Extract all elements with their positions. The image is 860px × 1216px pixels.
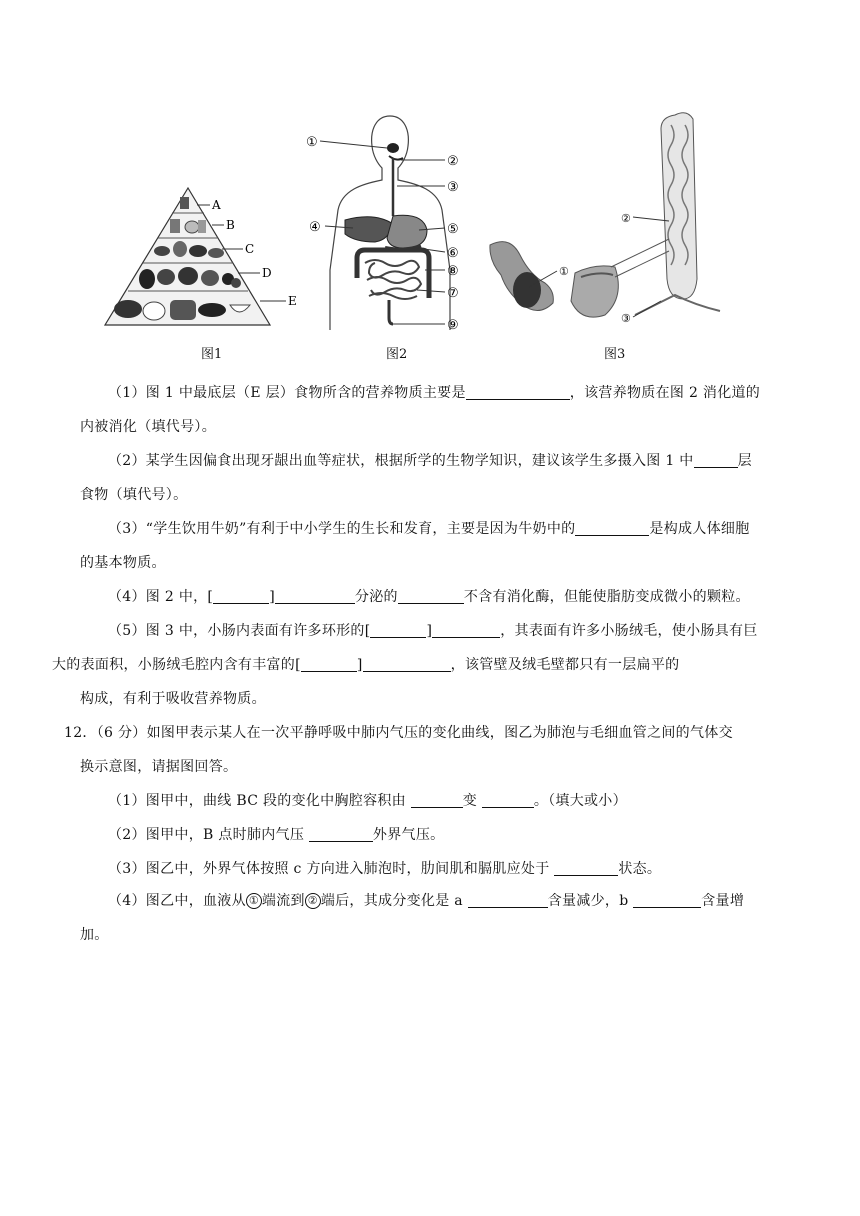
q12-part-3: [80, 852, 780, 886]
q11-p1-text-b: ，该营养物质在图 2 消化道的: [569, 385, 761, 401]
fig1-label-d: D: [262, 266, 272, 280]
q12-p4-text-e: 含量增: [701, 893, 745, 909]
fig3-label-2: ②: [621, 212, 631, 225]
q11-p5-blank-2[interactable]: [432, 621, 500, 638]
q12-p4-text-a: （4）图乙中，血液从: [108, 893, 246, 909]
q11-p1-blank-1[interactable]: [466, 383, 570, 400]
q11-p4-text-c: 分泌的: [354, 589, 398, 605]
figure-2-digestive-system: [305, 108, 475, 333]
fig1-caption: 图1: [201, 347, 223, 362]
q11-part-5: [52, 614, 780, 716]
fig3-caption: 图3: [604, 347, 626, 362]
q12-part-4: [80, 884, 780, 952]
q11-p5-text-a: （5）图 3 中，小肠内表面有许多环形的[: [108, 623, 371, 639]
q11-p4-text-a: （4）图 2 中，[: [108, 589, 214, 605]
fig3-label-1: ①: [559, 265, 569, 278]
q11-p4-blank-1[interactable]: [213, 587, 269, 604]
q11-p1-text-a: （1）图 1 中最底层（E 层）食物所含的营养物质主要是: [108, 385, 466, 401]
q11-p3-text-a: （3）“学生饮用牛奶”有利于中小学生的生长和发育，主要是因为牛奶中的: [108, 521, 576, 537]
q12-p4-text-b: 端流到: [261, 893, 305, 909]
q12-p3-blank-1[interactable]: [554, 859, 618, 876]
q12-p4-text-c: 端后，其成分变化是 a: [320, 893, 463, 909]
figure-row: [100, 105, 780, 345]
fig1-label-b: B: [226, 218, 235, 232]
q11-p1-text-c: 内被消化（填代号）。: [80, 419, 216, 435]
q12-p4-text-f: 加。: [80, 927, 109, 943]
q12-p1-text-b: 变: [462, 793, 478, 809]
q12-part-2: [80, 818, 780, 852]
q12-p1-blank-1[interactable]: [411, 791, 463, 808]
q12-intro-line-1: 12．（6 分）如图甲表示某人在一次平静呼吸中肺内气压的变化曲线，图乙为肺泡与毛细血管之间的气体交: [64, 725, 733, 741]
q11-p4-text-d: 不含有消化酶，但能使脂肪变成微小的颗粒。: [463, 589, 750, 605]
fig2-label-5: ⑤: [447, 222, 459, 237]
q11-p2-text-c: 食物（填代号）。: [80, 487, 188, 503]
q12-p1-text-a: （1）图甲中，曲线 BC 段的变化中胸腔容积由: [108, 793, 406, 809]
q11-p5-blank-4[interactable]: [363, 655, 451, 672]
q12-p2-text-a: （2）图甲中，B 点时肺内气压: [108, 827, 305, 843]
fig2-label-1: ①: [306, 135, 318, 150]
q12-intro: [64, 716, 780, 784]
fig2-caption: 图2: [386, 347, 408, 362]
q12-p2-blank-1[interactable]: [309, 825, 373, 842]
fig2-label-9: ⑨: [447, 318, 459, 333]
q11-p5-text-f: ，该管壁及绒毛壁都只有一层扁平的: [450, 657, 680, 673]
q11-p5-text-g: 构成，有利于吸收营养物质。: [80, 691, 266, 707]
q12-p4-blank-1[interactable]: [468, 891, 548, 908]
q11-part-1: [80, 376, 780, 444]
q11-p5-text-e: ]: [356, 657, 363, 673]
fig2-label-6: ⑥: [447, 246, 459, 261]
fig2-label-2: ②: [447, 154, 459, 169]
q11-part-2: [80, 444, 780, 512]
fig2-label-3: ③: [447, 180, 459, 195]
q12-intro-line-2: 换示意图，请据图回答。: [80, 759, 238, 775]
q11-p4-text-b: ]: [269, 589, 275, 605]
q11-p3-blank-1[interactable]: [575, 519, 649, 536]
q12-part-1: [80, 784, 780, 818]
fig3-label-3: ③: [621, 312, 631, 325]
q12-p4-text-d: 含量减少，b: [547, 893, 629, 909]
figure-1-food-pyramid: [100, 183, 310, 333]
q11-p2-text-a: （2）某学生因偏食出现牙龈出血等症状，根据所学的生物学知识，建议该学生多摄入图 1 中: [108, 453, 694, 469]
q11-part-4: [80, 580, 780, 614]
q12-p2-text-b: 外界气压。: [372, 827, 445, 843]
fig2-label-8: ⑧: [447, 264, 459, 279]
q12-p1-blank-2[interactable]: [482, 791, 534, 808]
fig2-label-7: ⑦: [447, 286, 459, 301]
q12-p4-blank-2[interactable]: [633, 891, 701, 908]
q11-p3-text-c: 的基本物质。: [80, 555, 166, 571]
figure-3-intestinal-villus: [485, 105, 725, 330]
q11-p5-text-b: ]: [426, 623, 433, 639]
circled-number-1: ①: [246, 893, 262, 909]
q11-p4-blank-3[interactable]: [398, 587, 464, 604]
circled-number-2: ②: [305, 893, 321, 909]
fig1-label-a: A: [212, 198, 221, 212]
q11-p5-text-c: ，其表面有许多小肠绒毛，使小肠具有巨: [500, 623, 758, 639]
q11-p4-blank-2[interactable]: [275, 587, 355, 604]
fig1-label-e: E: [288, 294, 297, 308]
q12-p3-text-a: （3）图乙中，外界气体按照 c 方向进入肺泡时，肋间肌和膈肌应处于: [108, 861, 550, 877]
q11-part-3: [80, 512, 780, 580]
q11-p5-text-d: 大的表面积，小肠绒毛腔内含有丰富的[: [52, 657, 301, 673]
q11-p5-blank-1[interactable]: [370, 621, 426, 638]
q11-p5-blank-3[interactable]: [301, 655, 357, 672]
fig2-label-4: ④: [309, 220, 321, 235]
q11-p3-text-b: 是构成人体细胞: [649, 521, 750, 537]
q12-p1-text-c: 。（填大或小）: [533, 793, 627, 809]
fig1-label-c: C: [245, 242, 255, 256]
q11-p2-text-b: 层: [737, 453, 752, 469]
q12-p3-text-b: 状态。: [618, 861, 662, 877]
q11-p2-blank-1[interactable]: [694, 451, 738, 468]
